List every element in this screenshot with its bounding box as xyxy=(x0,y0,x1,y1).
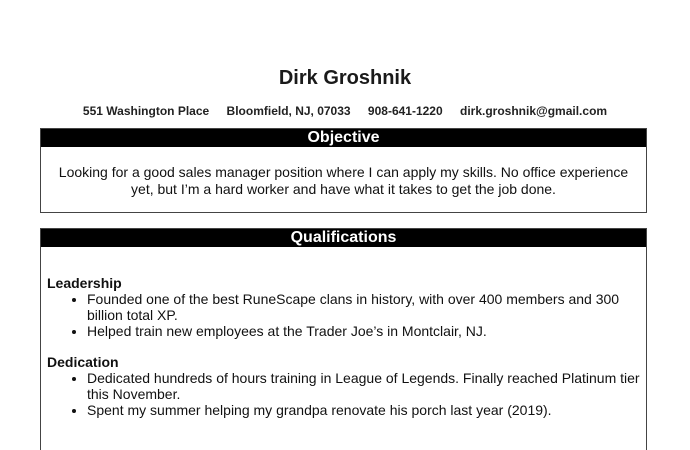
contact-line xyxy=(0,103,690,119)
bullet-list xyxy=(47,291,640,339)
city-state-zip: Bloomfield, NJ, 07033 xyxy=(226,104,351,118)
qualifications-content xyxy=(41,247,646,418)
group-title: Dedication xyxy=(47,354,119,370)
list-item: • Founded one of the best RuneScape clans in history, with over 400 members and 300 billion total XP. xyxy=(87,291,640,323)
list-item: • Dedicated hundreds of hours training in League of Legends. Finally reached Platinum tier this November. xyxy=(87,370,640,402)
objective-title: Objective xyxy=(41,129,646,147)
qualification-group-leadership xyxy=(47,275,640,339)
phone-number: 908-641-1220 xyxy=(367,104,443,118)
qualification-group-dedication xyxy=(47,354,640,418)
qualifications-title: Qualifications xyxy=(41,229,646,247)
resume-name: Dirk Groshnik xyxy=(278,67,412,89)
email-address: dirk.groshnik@gmail.com xyxy=(460,104,608,118)
objective-section xyxy=(40,128,647,213)
list-item: • Spent my summer helping my grandpa renovate his porch last year (2019). xyxy=(87,402,640,418)
address: 551 Washington Place xyxy=(82,104,210,118)
bullet-list xyxy=(47,370,640,418)
qualifications-section xyxy=(40,228,647,450)
list-item: • Helped train new employees at the Trader Joe’s in Montclair, NJ. xyxy=(87,323,640,339)
group-title: Leadership xyxy=(47,275,122,291)
objective-text: Looking for a good sales manager position where I can apply my skills. No office experience yet, but I’m a hard worker and have what it takes to get the job done. xyxy=(58,164,629,197)
